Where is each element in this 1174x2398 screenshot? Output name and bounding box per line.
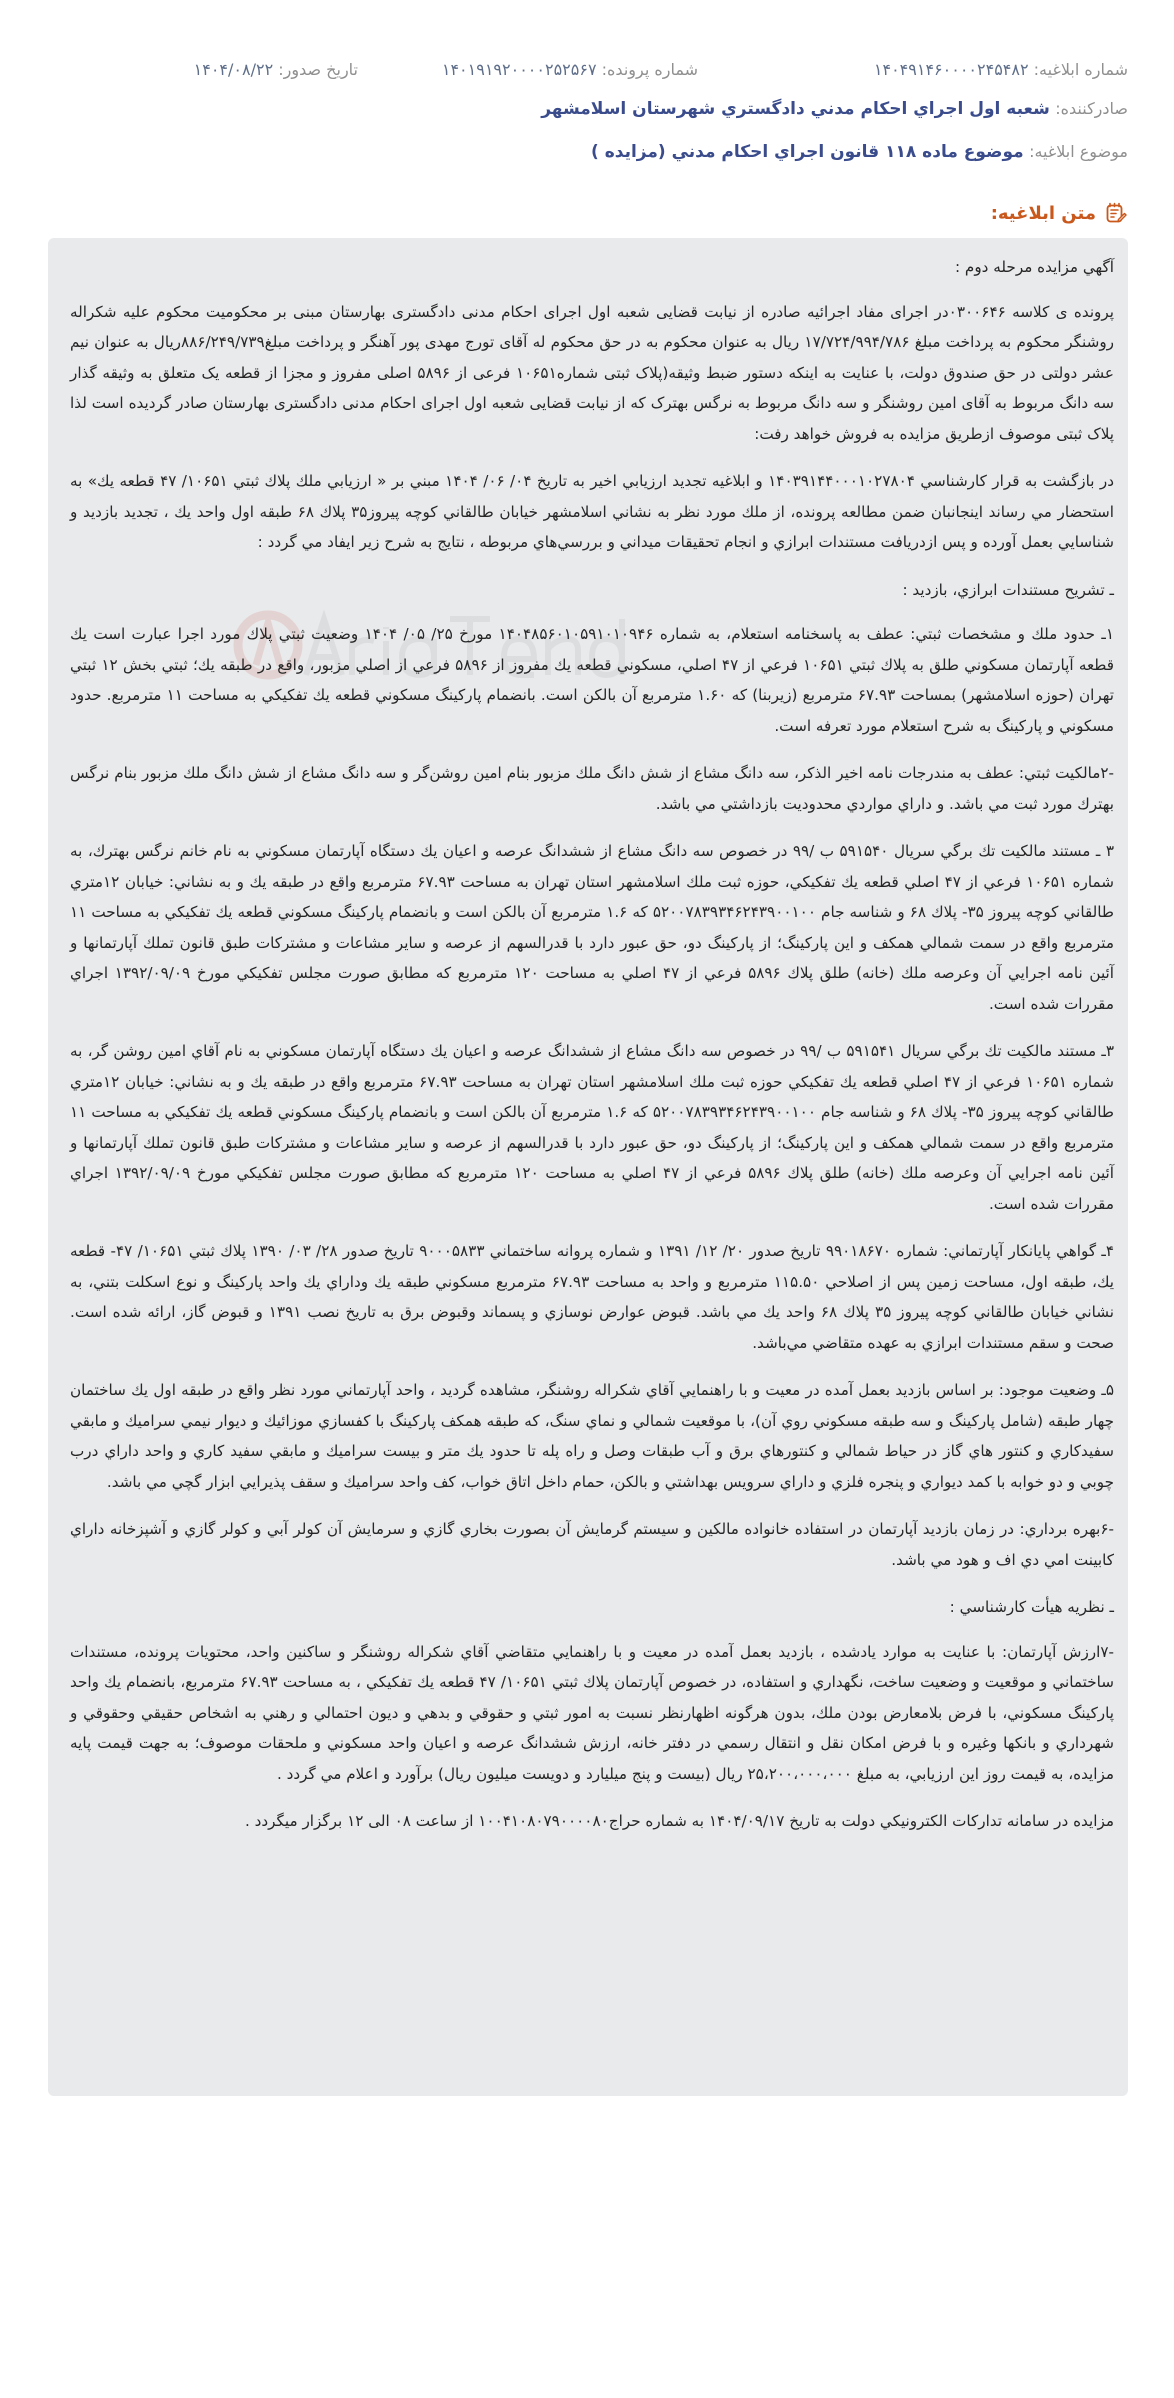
notice-text-heading	[991, 198, 1128, 228]
expert-opinion-heading: ـ نظريه هيأت كارشناسي :	[949, 1598, 1114, 1616]
subject-label: موضوع ابلاغيه:	[1029, 142, 1128, 161]
ownership-deed-1-paragraph: ۳ ـ مستند مالكيت تك برگي سريال ۵۹۱۵۴۰ ب /۹۹ در خصوص سه دانگ مشاع از ششدانگ عرصه و اعيان يك دستگاه آپارتمان مسكوني به نام خانم نرگس بهترك، به شماره ۱۰۶۵۱ فرعي از ۴۷ اصلي قطعه يك تفكيكي، حوزه ثبت ملك اسلامشهر استان تهران به مساحت ۶۷.۹۳ مترمربع واقع در طبقه يك و به نشاني: خيابان ۱۲متري طالقاني كوچه پيروز ۳۵- پلاك ۶۸ و شناسه جام ۵۲۰۰۷۸۳۹۳۴۶۲۴۳۹۰۰۱۰۰ كه ۱.۶ مترمربع آن بالكن است و بانضمام پاركينگ مسكوني قطعه يك تفكيكي به مساحت ۱۱ مترمربع واقع در سمت شمالي همكف و اين پاركينگ؛ از پاركينگ دو، حق عبور دارد با قدرالسهم از عرصه و ساير مشاعات و مشتركات طبق قانون تملك آپارتمانها و آئين نامه اجرايي آن وعرصه ملك (خانه) طلق پلاك ۵۸۹۶ فرعي از ۴۷ اصلي به مساحت ۱۲۰ مترمربع كه مطابق صورت مجلس تفكيكي مورخ ۱۳۹۲/۰۹/۰۹ اجراي مقررات شده است.	[70, 842, 1114, 1013]
issuer-label: صادرکننده:	[1055, 99, 1128, 118]
auction-stage-heading: آگهي مزايده مرحله دوم :	[954, 258, 1114, 276]
notice-paragraphs	[70, 252, 1114, 1854]
case-number-label: شماره پرونده:	[601, 59, 698, 79]
case-number-value: ۱۴۰۱۹۱۹۲۰۰۰۰۲۵۲۵۶۷	[441, 59, 597, 79]
registered-ownership-paragraph: -۲مالكيت ثبتي: عطف به مندرجات نامه اخير الذكر، سه دانگ مشاع از شش دانگ ملك مزبور بنام امين روشن‌گر و سه دانگ مشاع از شش دانگ ملك مزبور بنام نرگس بهترك مورد ثبت مي باشد. و داراي مواردي محدوديت بازداشتي مي باشد.	[70, 764, 1114, 813]
case-intro-paragraph: پرونده ی کلاسه ۰۳۰۰۶۴۶در اجرای مفاد اجرائیه صادره از نیابت قضایی شعبه اول اجرای احکام مدنی دادگستری بهارستان مبنی بر محکومیت محکوم علیه شکراله روشنگر محکوم به پرداخت مبلغ ۱۷/۷۲۴/۹۹۴/۷۸۶ ریال به عنوان محکوم به در حق محکوم له آقای تورج مهدی پور آهنگر و پرداخت مبلغ۸۸۶/۲۴۹/۷۳۹ریال به عنوان نیم عشر دولتی در حق صندوق دولت، با عنایت به اینکه دستور ضبط وثیقه(پلاک ثبتی شماره۱۰۶۵۱ فرعی از ۵۸۹۶ اصلی مفروز و مجزا از قطعه یک متعلق به وثیقه گذار سه دانگ مربوط به آقای امین روشنگر و سه دانگ مربوط به نرگس بهترک که از نیابت قضایی شعبه اول اجرای احکام مدنی دادگستری بهارستان صادر گردیده است لذا پلاک ثبتی موصوف ازطریق مزایده به فروش خواهد رفت:	[70, 302, 1114, 443]
notice-text-title: متن ابلاغيه:	[990, 202, 1096, 224]
expert-referral-paragraph: در بازگشت به قرار كارشناسي ۱۴۰۳۹۱۴۴۰۰۰۱۰۲۷۸۰۴ و ابلاغيه تجديد ارزيابي اخير به تاريخ ۰۴/ ۰۶/ ۱۴۰۴ مبني بر « ارزيابي ملك پلاك ثبتي ۱۰۶۵۱/ ۴۷ قطعه يك» به استحضار مي رساند اينجانبان ضمن مطالعه پرونده، از ملك مورد نظر به نشاني اسلامشهر خيابان طالقاني كوچه پيروز۳۵ پلاك ۶۸ طبقه اول واحد يك ، تجديد بازديد و شناسايي بعمل آورده و پس ازدريافت مستندات ابرازي و انجام تحقيقات ميداني و بررسي‌هاي مربوطه ، نتايج به شرح زير ايفاد مي گردد :	[70, 472, 1114, 551]
documents-heading: ـ تشريح مستندات ابرازي، بازديد :	[902, 580, 1114, 599]
notice-body	[48, 238, 1128, 2096]
valuation-paragraph: -۷ارزش آپارتمان: با عنايت به موارد يادشده ، بازديد بعمل آمده در معيت و با راهنمايي متقاضي آقاي شكراله روشنگر و ساكنين واحد، محتويات پرونده، مستندات ساختماني و موقعيت و وضعيت ساخت، نگهداري و استفاده، در خصوص آپارتمان پلاك ثبتي ۱۰۶۵۱/ ۴۷ قطعه يك تفكيكي ، به مساحت ۶۷.۹۳ مترمربع، بانضمام يك واحد پاركينگ مسكوني، با فرض بلامعارض بودن ملك، بدون هرگونه اظهارنظر نسبت به امور ثبتي و حقوقي و بدهي و ديون احتمالي و رهني به اشخاص حقيقي وحقوقي و شهرداري و بانكها وغيره و با فرض امكان نقل و انتقال رسمي در دفتر خانه، ارزش ششدانگ عرصه و اعيان واحد مسكوني و ملحقات موصوف؛ به جهت قيمت پايه مزايده، به قيمت روز اين ارزيابي، به مبلغ ۲۵،۲۰۰،۰۰۰،۰۰۰ ريال (بيست و پنج ميليارد و دويست ميليون ريال) برآورد و اعلام مي گردد .	[70, 1642, 1115, 1783]
issue-date-value: ۱۴۰۴/۰۸/۲۲	[193, 59, 274, 79]
issuer-value: شعبه اول اجراي احكام مدني دادگستري شهرستان اسلامشهر	[541, 99, 1050, 119]
ownership-deed-2-paragraph: ۳ـ مستند مالكيت تك برگي سريال ۵۹۱۵۴۱ ب /۹۹ در خصوص سه دانگ مشاع از ششدانگ عرصه و اعيان يك دستگاه آپارتمان مسكوني به نام آقاي امين روشن گر، به شماره ۱۰۶۵۱ فرعي از ۴۷ اصلي قطعه يك تفكيكي حوزه ثبت ملك اسلامشهر استان تهران به مساحت ۶۷.۹۳ مترمربع واقع در طبقه يك و به نشاني: خيابان ۱۲متري طالقاني كوچه پيروز ۳۵- پلاك ۶۸ و شناسه جام ۵۲۰۰۷۸۳۹۳۴۶۲۴۳۹۰۰۱۰۰ كه ۱.۶ مترمربع آن بالكن است و بانضمام پاركينگ مسكوني قطعه يك تفكيكي به مساحت ۱۱ مترمربع واقع در سمت شمالي همكف و اين پاركينگ؛ از پاركينگ دو، حق عبور دارد با قدرالسهم از عرصه و ساير مشاعات و مشتركات طبق قانون تملك آپارتمانها و آئين نامه اجرايي آن وعرصه ملك (خانه) طلق پلاك ۵۸۹۶ فرعي از ۴۷ اصلي به مساحت ۱۲۰ مترمربع كه مطابق صورت مجلس تفكيكي مورخ ۱۳۹۲/۰۹/۰۹ اجراي مقررات شده است.	[70, 1042, 1114, 1213]
case-number	[358, 60, 698, 79]
document-edit-icon	[1104, 201, 1128, 225]
notice-number-value: ۱۴۰۴۹۱۴۶۰۰۰۰۲۴۵۴۸۲	[873, 59, 1029, 79]
issuer-row	[60, 99, 1128, 125]
completion-certificate-paragraph: ۴ـ گواهي پايانكار آپارتماني: شماره ۹۹۰۱۸۶۷۰ تاريخ صدور ۲۰/ ۱۲/ ۱۳۹۱ و شماره پروانه ساختماني ۹۰۰۰۵۸۳۳ تاريخ صدور ۲۸/ ۰۳/ ۱۳۹۰ پلاك ثبتي ۱۰۶۵۱/ ۴۷- قطعه يك، طبقه اول، مساحت زمين پس از اصلاحي ۱۱۵.۵۰ مترمربع و واحد به مساحت ۶۷.۹۳ مترمربع مسكوني طبقه يك وداراي يك واحد پاركينگ و نوع اسكلت بتني، به نشاني خيابان طالقاني كوچه پيروز ۳۵ پلاك ۶۸ واحد يك مي باشد. قبوض عوارض نوسازي و پسماند وقبوض برق به تاريخ نصب ۱۳۹۱ و قبوض گاز، ارائه شده است. صحت و سقم مستندات ابرازي به عهده متقاضي مي‌باشد.	[70, 1242, 1114, 1352]
issue-date	[194, 60, 358, 79]
subject-value: موضوع ماده ۱۱۸ قانون اجراي احکام مدني (مزايده )	[591, 142, 1024, 162]
issue-date-label: تاريخ صدور:	[278, 59, 358, 79]
meta-row	[60, 56, 1128, 82]
notice-number	[698, 60, 1128, 79]
property-bounds-paragraph: ۱ـ حدود ملك و مشخصات ثبتي: عطف به پاسخنامه استعلام، به شماره ۱۴۰۴۸۵۶۰۱۰۵۹۱۰۱۰۹۴۶ مورخ ۲۵/ ۰۵/ ۱۴۰۴ وضعيت ثبتي پلاك مورد اجرا عبارت است يك قطعه آپارتمان مسكوني طلق به پلاك ثبتي ۱۰۶۵۱ فرعي از ۴۷ اصلي، مسكوني قطعه يك مفروز از ۵۸۹۶ فرعي از اصلي مزبور، واقع در طبقه يك؛ ثبتي بخش ۱۲ ثبتي تهران (حوزه اسلامشهر) بمساحت ۶۷.۹۳ مترمربع (زيربنا) كه ۱.۶۰ مترمربع آن بالكن است. بانضمام پاركينگ مسكوني قطعه يك تفكيكي به مساحت ۱۱ مترمربع. حدود مسكوني و پاركينگ به شرح استعلام مورد تعرفه است.	[70, 625, 1115, 735]
usage-paragraph: -۶بهره برداري: در زمان بازديد آپارتمان در استفاده خانواده مالكين و سيستم گرمايش آن بصورت بخاري گازي و سرمايش آن كولر آبي و كولر گازي و آشپزخانه داراي كابينت امي دي اف و هود مي باشد.	[70, 1520, 1114, 1569]
current-status-paragraph: ۵ـ وضعيت موجود: بر اساس بازديد بعمل آمده در معيت و با راهنمايي آقاي شكراله روشنگر، مشاهده گرديد ، واحد آپارتماني مورد نظر واقع در طبقه اول يك ساختمان چهار طبقه (شامل پاركينگ و سه طبقه مسكوني روي آن)، با موقعيت شمالي و نماي سنگ، كه طبقه همكف پاركينگ با كفسازي موزائيك و ديوار نيمي سراميك و مابقي سفيدكاري و كنتور هاي گاز در حياط شمالي و كنتورهاي برق و آب طبقات وصل و راه پله تا حدود يك متر و بيست سراميك و مابقي سفيد كاري و واحد داراي درب چوبي و دو خوابه با كمد ديواري و پنجره فلزي و داراي سرويس بهداشتي و بالكن، حمام داخل اتاق خواب، كف واحد سراميك و سقف پذيرايي ابزار گچي مي باشد.	[70, 1381, 1114, 1491]
notice-header	[60, 56, 1128, 168]
auction-schedule-paragraph: مزايده در سامانه تداركات الكترونيكي دولت به تاريخ ۱۴۰۴/۰۹/۱۷ به شماره حراج۱۰۰۴۱۰۸۰۷۹۰۰۰۰۸۰ از ساعت ۰۸ الی ۱۲ برگزار میگردد .	[244, 1812, 1114, 1830]
subject-row	[60, 142, 1128, 168]
notice-number-label: شماره ابلاغيه:	[1033, 59, 1128, 79]
